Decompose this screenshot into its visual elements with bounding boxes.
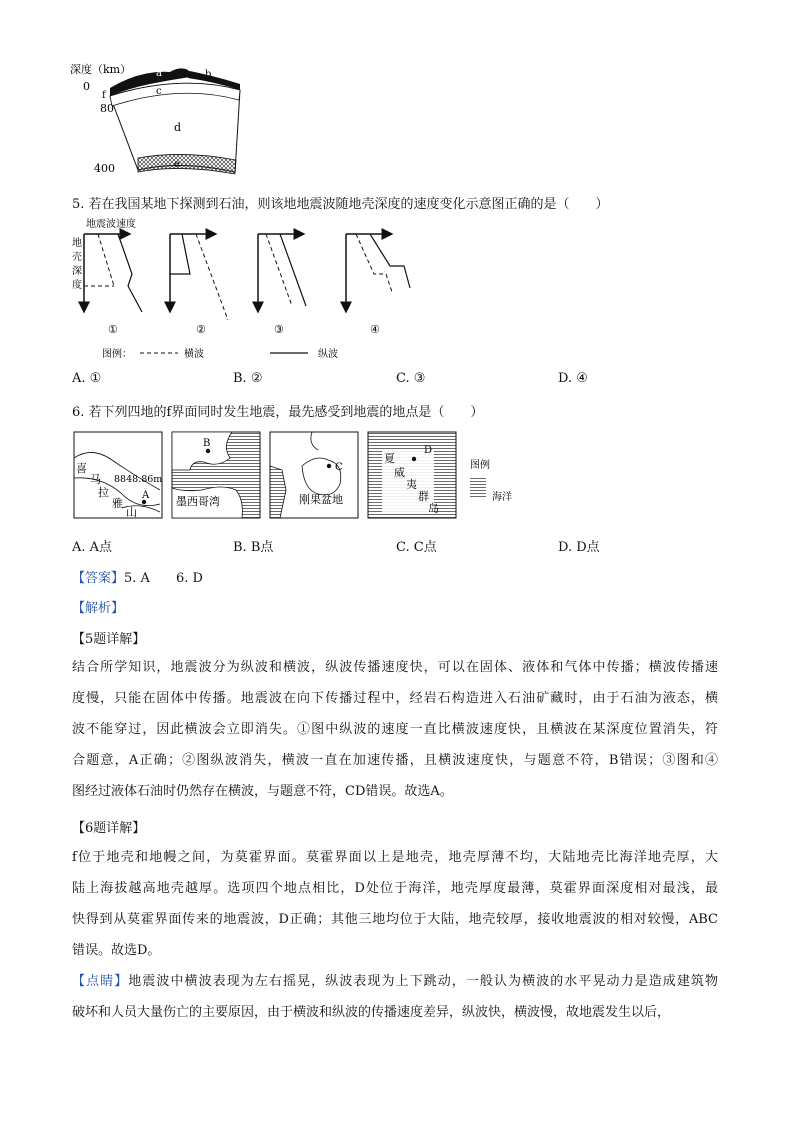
map-legend — [470, 458, 512, 503]
svg-text:夏: 夏 — [384, 452, 395, 465]
detail-5-line: 度慢，只能在固体中传播。地震波在向下传播过程中，经岩石构造进入石油矿藏时，由于石油为液态，横 — [72, 691, 718, 706]
svg-text:地: 地 — [72, 238, 82, 249]
q5-option-a[interactable]: A. ① — [72, 371, 102, 386]
svg-text:d: d — [174, 121, 182, 134]
svg-text:度: 度 — [72, 280, 82, 291]
detail-6-title: 【6题详解】 — [72, 821, 146, 836]
q5-option-b[interactable]: B. ② — [233, 371, 263, 386]
svg-text:a: a — [156, 68, 162, 79]
q6-option-b[interactable]: B. B点 — [233, 540, 274, 555]
question-5-stem: 5. 若在我国某地下探测到石油，则该地地震波随地壳深度的速度变化示意图正确的是（ ） — [72, 197, 609, 212]
panel-2 — [170, 234, 228, 320]
svg-text:③: ③ — [274, 323, 284, 336]
panel-1 — [84, 234, 142, 312]
svg-text:B: B — [203, 438, 211, 449]
map-b-gulf-of-mexico — [172, 432, 260, 518]
detail-5-title: 【5题详解】 — [72, 632, 146, 647]
svg-text:A: A — [142, 490, 150, 501]
answer-line — [72, 567, 203, 586]
svg-text:图例: 图例 — [470, 460, 490, 471]
question-6-stem: 6. 若下列四地的f界面同时发生地震，最先感受到地震的地点是（ ） — [72, 405, 484, 420]
panel-4 — [346, 234, 410, 312]
detail-6-line: 快得到从莫霍界面传来的地震波，D正确；其他三地均位于大陆，地壳较厚，接收地震波的相对较慢，ABC — [72, 912, 718, 927]
svg-text:威: 威 — [394, 466, 405, 479]
svg-text:纵波: 纵波 — [318, 349, 338, 360]
four-location-maps — [72, 430, 532, 524]
q6-option-c[interactable]: C. C点 — [396, 540, 437, 555]
svg-text:夷: 夷 — [406, 478, 417, 491]
detail-6-line: 陆上海拔越高地壳越厚。选项四个地点相比，D处位于海洋，地壳厚度最薄，莫霍界面深度相对最浅，最 — [72, 881, 718, 896]
svg-text:②: ② — [196, 323, 206, 336]
detail-5-line: 合题意，A正确；②图纵波消失，横波一直在加速传播，且横波速度快，与题意不符，B错误；③图和④ — [72, 753, 718, 768]
svg-text:山: 山 — [126, 506, 137, 519]
detail-6-line: f位于地壳和地幔之间，为莫霍界面。莫霍界面以上是地壳，地壳厚薄不均，大陆地壳比海洋地壳厚，大 — [72, 850, 718, 865]
tip-line-1-text: 地震波中横波表现为左右摇晃，纵波表现为上下跳动，一般认为横波的水平晃动力是造成建筑物 — [128, 974, 718, 989]
svg-text:群: 群 — [418, 490, 429, 503]
detail-5-body — [72, 652, 718, 807]
svg-text:地震波速度: 地震波速度 — [86, 219, 136, 230]
layer-e — [138, 154, 236, 174]
svg-text:8848.86m: 8848.86m — [114, 474, 163, 485]
svg-text:0: 0 — [83, 80, 90, 93]
q5-option-d[interactable]: D. ④ — [558, 371, 588, 386]
map-c-congo-basin — [270, 432, 358, 518]
svg-text:D: D — [424, 445, 433, 456]
svg-text:横波: 横波 — [184, 349, 204, 360]
detail-6-body — [72, 842, 718, 966]
svg-text:墨西哥湾: 墨西哥湾 — [176, 495, 220, 508]
svg-text:e: e — [174, 159, 180, 170]
svg-text:深: 深 — [72, 266, 82, 277]
svg-text:b: b — [205, 69, 212, 80]
tip-line-1 — [72, 966, 718, 997]
panel-3 — [258, 234, 306, 312]
svg-text:喜: 喜 — [76, 462, 87, 475]
detail-5-line: 波不能穿过，因此横波会立即消失。①图中纵波的速度一直比横波速度快，且横波在某深度位置消失，符 — [72, 722, 718, 737]
detail-5-line: 图经过液体石油时仍然存在横波，与题意不符，CD错误。故选A。 — [72, 784, 453, 799]
svg-text:深度（km）: 深度（km） — [70, 63, 132, 76]
svg-text:c: c — [156, 86, 162, 97]
tip-section — [72, 966, 718, 1028]
svg-text:刚果盆地: 刚果盆地 — [299, 493, 343, 506]
q6-option-d[interactable]: D. D点 — [558, 540, 600, 555]
svg-text:海洋: 海洋 — [492, 492, 512, 503]
svg-text:图例：: 图例： — [102, 349, 132, 360]
svg-text:80: 80 — [100, 102, 114, 115]
svg-text:马: 马 — [90, 473, 101, 486]
svg-text:④: ④ — [370, 323, 380, 336]
svg-text:①: ① — [108, 323, 118, 336]
map-a-himalaya — [74, 432, 162, 519]
svg-text:f: f — [102, 90, 106, 101]
answer-text: 5. A 6. D — [124, 571, 203, 586]
svg-text:拉: 拉 — [98, 486, 109, 499]
q6-option-a[interactable]: A. A点 — [72, 540, 113, 555]
answer-label: 【答案】 — [72, 571, 125, 586]
q5-option-c[interactable]: C. ③ — [396, 371, 426, 386]
detail-5-line: 结合所学知识，地震波分为纵波和横波，纵波传播速度快，可以在固体、液体和气体中传播；横波传播速 — [72, 660, 718, 675]
svg-text:雅: 雅 — [112, 497, 123, 510]
svg-text:400: 400 — [94, 162, 115, 175]
map-d-hawaii — [368, 432, 456, 518]
seismic-wave-velocity-figure — [70, 214, 450, 364]
crust-structure-diagram — [70, 60, 250, 180]
tip-label: 【点睛】 — [72, 974, 129, 989]
analysis-label: 【解析】 — [72, 601, 125, 616]
svg-text:岛: 岛 — [428, 502, 439, 515]
svg-text:壳: 壳 — [72, 252, 82, 263]
detail-6-line: 错误。故选D。 — [72, 943, 161, 958]
tip-line-2: 破坏和人员大量伤亡的主要原因，由于横波和纵波的传播速度差异，纵波快，横波慢，故地震发生以后， — [72, 1005, 671, 1020]
svg-text:C: C — [335, 462, 343, 473]
